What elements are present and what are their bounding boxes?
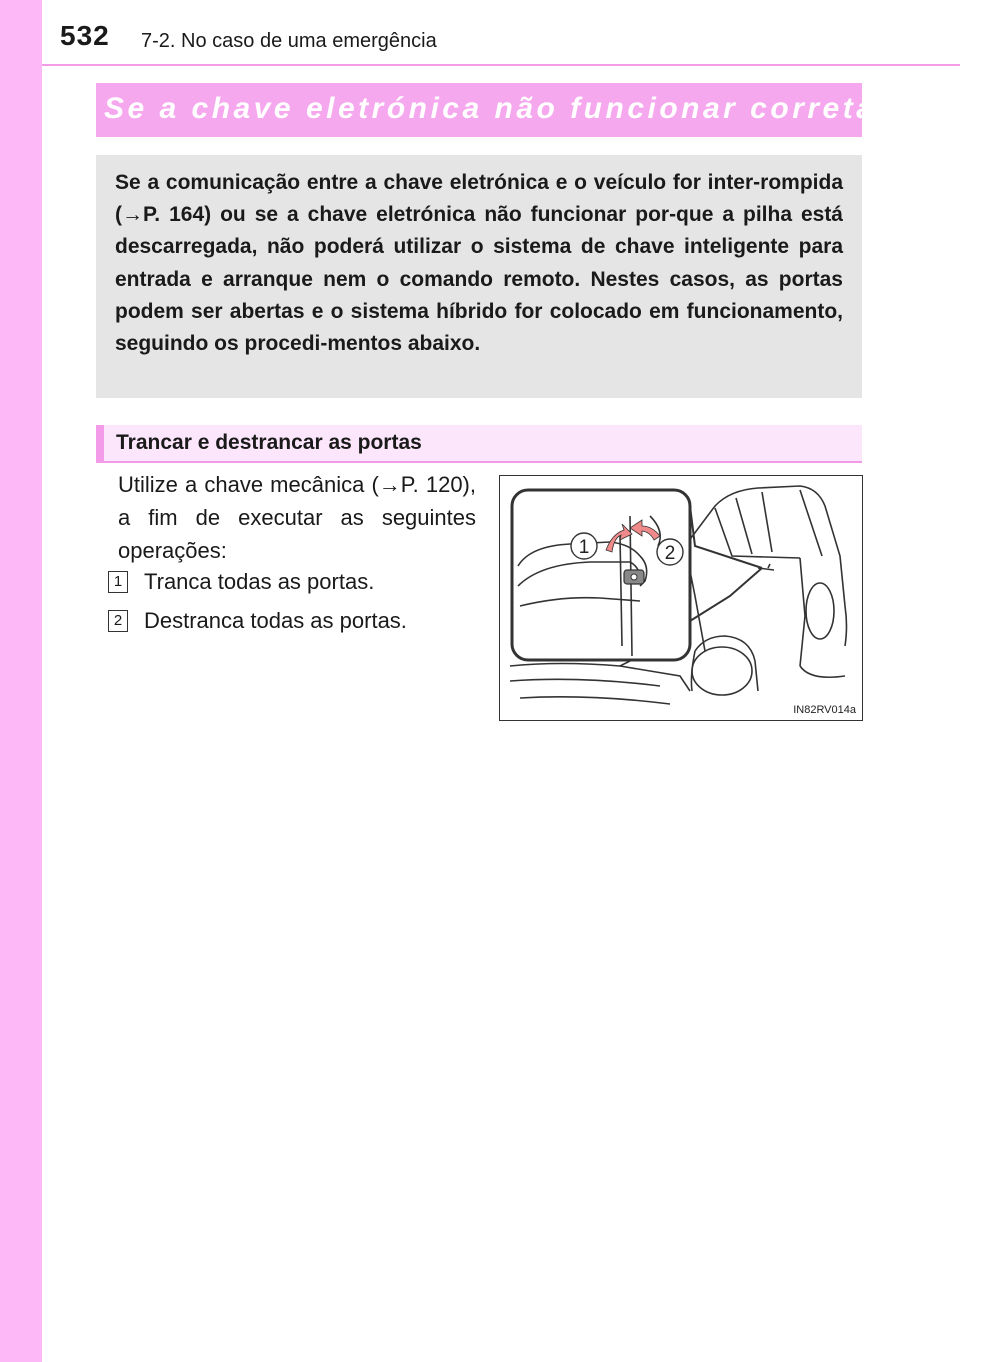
callout-leader-icon bbox=[690, 506, 762, 621]
callout-1-label: 1 bbox=[578, 537, 590, 558]
step-number: 1 bbox=[108, 571, 128, 593]
step-item-unlock bbox=[108, 606, 488, 636]
side-color-strip bbox=[0, 0, 42, 1362]
car-door-drawing bbox=[500, 476, 861, 719]
subsection-title-bar bbox=[96, 425, 862, 463]
section-title: Se a chave eletrónica não funcionar corretamente bbox=[104, 92, 982, 125]
intro-box bbox=[96, 155, 862, 398]
mechanical-key-icon bbox=[624, 570, 644, 584]
callout-2-label: 2 bbox=[664, 543, 676, 564]
figure-code: IN82RV014a bbox=[793, 704, 856, 716]
subsection-title: Trancar e destrancar as portas bbox=[116, 431, 422, 454]
step-text: Destranca todas as portas. bbox=[144, 608, 407, 633]
section-title-bar bbox=[96, 83, 982, 137]
instruction-text: Utilize a chave mecânica (→P. 120), a fim de executar as seguintes operações: bbox=[118, 472, 476, 563]
step-number: 2 bbox=[108, 610, 128, 632]
step-text: Tranca todas as portas. bbox=[144, 569, 375, 594]
step-item-lock bbox=[108, 567, 488, 597]
chapter-title: 7-2. No caso de uma emergência bbox=[141, 30, 437, 52]
page-number: 532 bbox=[60, 20, 110, 51]
door-handle-illustration bbox=[499, 475, 863, 721]
inset-frame-icon bbox=[512, 490, 690, 660]
header-divider bbox=[42, 64, 960, 66]
intro-text: Se a comunicação entre a chave eletrónica e o veículo for inter-rompida (→P. 164) ou se a chave eletrónica não funcionar por-que a pilha está descarregada, não poderá utilizar o sistema de chave inteligente para entrada e arranque nem o comando remoto. Nestes casos, as portas podem ser abertas e o sistema híbrido for colocado em funcionamento, seguindo os procedi-mentos abaixo. bbox=[115, 171, 843, 356]
